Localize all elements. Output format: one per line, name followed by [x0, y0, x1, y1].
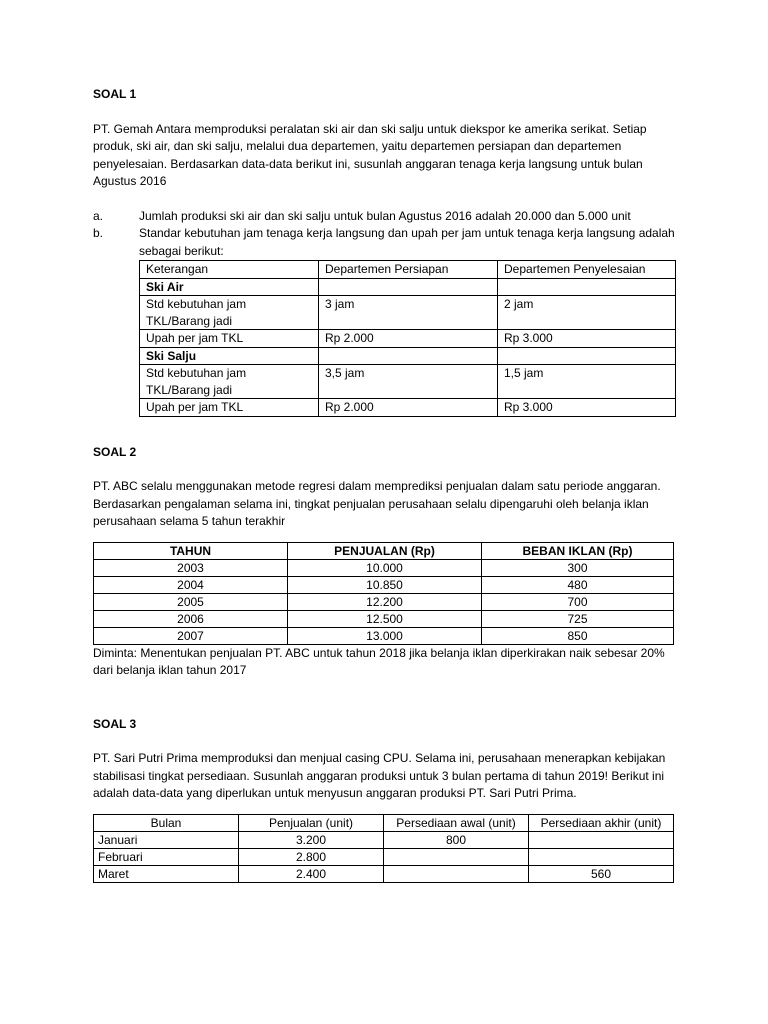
table-cell: Std kebutuhan jam TKL/Barang jadi	[140, 296, 319, 330]
table-row	[94, 576, 674, 593]
soal3-table	[93, 814, 674, 883]
table-row	[140, 330, 676, 348]
table-cell: 560	[529, 865, 674, 882]
table-header-cell: BEBAN IKLAN (Rp)	[482, 542, 674, 559]
table-cell	[498, 347, 676, 365]
table-cell: Upah per jam TKL	[140, 330, 319, 348]
table-row	[94, 831, 674, 848]
table-header-cell: Bulan	[94, 814, 239, 831]
table-cell: Rp 2.000	[319, 399, 498, 417]
table-cell: 2006	[94, 610, 288, 627]
table-cell	[384, 865, 529, 882]
soal3-heading: SOAL 3	[93, 716, 137, 731]
table-cell	[384, 848, 529, 865]
table-cell: 480	[482, 576, 674, 593]
table-cell: 2004	[94, 576, 288, 593]
table-header-cell: PENJUALAN (Rp)	[288, 542, 482, 559]
table-row	[94, 848, 674, 865]
table-header-row	[94, 542, 674, 559]
table-row	[140, 347, 676, 365]
list-item-text: Standar kebutuhan jam tenaga kerja langsung dan upah per jam untuk tenaga kerja langsung adalah sebagai berikut:	[139, 226, 675, 258]
table-cell: 12.500	[288, 610, 482, 627]
table-cell: 13.000	[288, 627, 482, 644]
table-cell: Rp 2.000	[319, 330, 498, 348]
table-cell: 3 jam	[319, 296, 498, 330]
table-cell: 300	[482, 559, 674, 576]
soal3-paragraph: PT. Sari Putri Prima memproduksi dan menjual casing CPU. Selama ini, perusahaan menerapkan kebijakan stabilisasi tingkat persediaan. Susunlah anggaran produksi untuk 3 bulan pertama di tahun 2019! Berikut ini adalah data-data yang diperlukan untuk menyusun anggaran produksi PT. Sari Putri Prima.	[93, 751, 666, 800]
table-cell: 10.000	[288, 559, 482, 576]
soal2-heading: SOAL 2	[93, 444, 137, 459]
table-row	[140, 296, 676, 330]
table-cell: Rp 3.000	[498, 399, 676, 417]
table-header-row	[140, 261, 676, 279]
table-cell: 12.200	[288, 593, 482, 610]
table-cell: Std kebutuhan jam TKL/Barang jadi	[140, 365, 319, 399]
table-row	[94, 610, 674, 627]
soal1-list	[93, 208, 683, 261]
list-item	[93, 225, 683, 260]
table-cell: Februari	[94, 848, 239, 865]
list-marker: a.	[93, 208, 104, 223]
list-item	[93, 208, 683, 226]
soal2-table	[93, 542, 674, 645]
table-cell: Ski Salju	[140, 347, 319, 365]
table-cell	[319, 278, 498, 296]
table-cell	[529, 848, 674, 865]
table-row	[140, 278, 676, 296]
table-cell: Upah per jam TKL	[140, 399, 319, 417]
table-cell: 700	[482, 593, 674, 610]
table-header-row	[94, 814, 674, 831]
table-cell: 3,5 jam	[319, 365, 498, 399]
list-item-text: Jumlah produksi ski air dan ski salju untuk bulan Agustus 2016 adalah 20.000 dan 5.000 unit	[139, 208, 631, 223]
table-cell: 2005	[94, 593, 288, 610]
soal2-paragraph: PT. ABC selalu menggunakan metode regresi dalam memprediksi penjualan dalam satu periode anggaran. Berdasarkan pengalaman selama ini, tingkat penjualan perusahaan selalu dipengaruhi oleh belanja iklan perusahaan selama 5 tahun terakhir	[93, 479, 661, 528]
table-cell: 2.800	[239, 848, 384, 865]
table-row	[94, 627, 674, 644]
table-cell: 2 jam	[498, 296, 676, 330]
table-cell: 725	[482, 610, 674, 627]
table-cell	[498, 278, 676, 296]
table-cell: Januari	[94, 831, 239, 848]
soal1-table	[139, 260, 676, 417]
table-cell: 10.850	[288, 576, 482, 593]
table-cell	[319, 347, 498, 365]
table-cell: Ski Air	[140, 278, 319, 296]
document-page	[93, 86, 683, 883]
table-header-cell: TAHUN	[94, 542, 288, 559]
table-row	[94, 865, 674, 882]
table-cell: 2003	[94, 559, 288, 576]
table-header-cell: Departemen Penyelesaian	[498, 261, 676, 279]
soal2-note: Diminta: Menentukan penjualan PT. ABC untuk tahun 2018 jika belanja iklan diperkirakan naik sebesar 20% dari belanja iklan tahun 2017	[93, 645, 665, 677]
table-header-cell: Persediaan awal (unit)	[384, 814, 529, 831]
table-cell: 2007	[94, 627, 288, 644]
table-row	[94, 593, 674, 610]
table-header-cell: Keterangan	[140, 261, 319, 279]
table-cell: 1,5 jam	[498, 365, 676, 399]
table-row	[94, 559, 674, 576]
table-row	[140, 399, 676, 417]
table-row	[140, 365, 676, 399]
soal1-heading: SOAL 1	[93, 87, 137, 101]
table-cell: 850	[482, 627, 674, 644]
table-cell: 800	[384, 831, 529, 848]
table-cell: 3.200	[239, 831, 384, 848]
table-header-cell: Penjualan (unit)	[239, 814, 384, 831]
table-header-cell: Persediaan akhir (unit)	[529, 814, 674, 831]
table-cell: 2.400	[239, 865, 384, 882]
table-cell	[529, 831, 674, 848]
list-marker: b.	[93, 226, 104, 240]
soal1-paragraph: PT. Gemah Antara memproduksi peralatan ski air dan ski salju untuk diekspor ke amerika serikat. Setiap produk, ski air, dan ski salju, melalui dua departemen, yaitu departemen persiapan dan departemen penyelesaian. Berdasarkan data-data berikut ini, susunlah anggaran tenaga kerja langsung untuk bulan Agustus 2016	[93, 121, 647, 188]
table-header-cell: Departemen Persiapan	[319, 261, 498, 279]
table-cell: Rp 3.000	[498, 330, 676, 348]
table-cell: Maret	[94, 865, 239, 882]
